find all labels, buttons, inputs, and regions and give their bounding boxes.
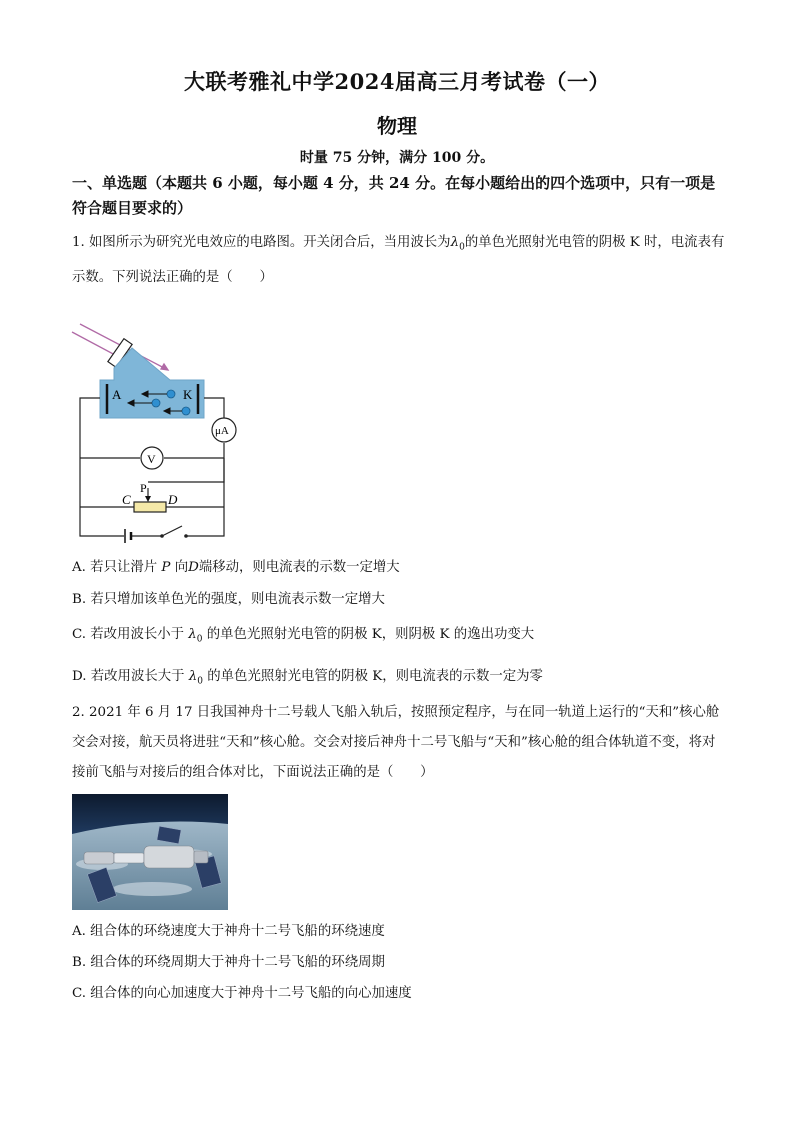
time-info: 时量 75 分钟，满分 100 分。: [299, 150, 495, 166]
q1-option-b: B. 若只增加该单色光的强度，则电流表示数一定增大: [72, 592, 385, 607]
lambda-symbol: $\lambda_0$: [450, 235, 465, 253]
slider-arrow: [145, 496, 151, 502]
question-1-stem: [72, 228, 727, 293]
label-microammeter: μA: [215, 425, 229, 437]
question-2-stem: 2. 2021 年 6 月 17 日我国神舟十二号载人飞船入轨后，按照预定程序，与在同一轨道上运行的“天和”核心舱交会对接，航天员将进驻“天和”核心舱。交会对接后神舟十二号飞船与“天和”核心舱的组合体轨道不变，将对接前飞船与对接后的组合体对比，下面说法正确的是（ ）: [72, 705, 720, 780]
label-anode: A: [112, 387, 122, 402]
q2-option-b: B. 组合体的环绕周期大于神舟十二号飞船的环绕周期: [72, 955, 385, 970]
rheostat: [134, 502, 166, 512]
label-cathode: K: [183, 387, 193, 402]
q1-option-c: C. 若改用波长小于 $\lambda_0$ 的单色光照射光电管的阴极 K，则阴极 K 的逸出功变大: [72, 627, 535, 645]
q2-option-a: A. 组合体的环绕速度大于神舟十二号飞船的环绕速度: [72, 924, 385, 939]
label-voltmeter: V: [147, 452, 156, 466]
switch-blade: [162, 526, 182, 536]
q1-stem-part-a: 1. 如图所示为研究光电效应的电路图。开关闭合后，当用波长为: [72, 235, 451, 250]
subject-title: 物理: [377, 114, 417, 138]
page-title: 大联考雅礼中学2024届高三月考试卷（一）: [184, 69, 610, 94]
q1-option-a: A. 若只让滑片 P 向D端移动，则电流表的示数一定增大: [72, 560, 400, 575]
q1-option-d: D. 若改用波长大于 $\lambda_0$ 的单色光照射光电管的阴极 K，则电流表的示数一定为零: [72, 669, 543, 687]
q1-stem-part-b: 的单色光照射光电管的阴极 K 时，电流表有示数。下列说法正确的是（ ）: [72, 235, 725, 285]
section-heading: 一、单选题（本题共 6 小题，每小题 4 分，共 24 分。在每小题给出的四个选项中，只有一项是符合题目要求的）: [72, 174, 716, 217]
label-d: D: [168, 492, 178, 507]
photoelectric-circuit-diagram: [68, 318, 248, 543]
q2-option-c: C. 组合体的向心加速度大于神舟十二号飞船的向心加速度: [72, 986, 412, 1001]
spacecraft-docking-photo: [72, 794, 228, 910]
label-c: C: [122, 492, 131, 507]
label-slider-p: P: [140, 481, 147, 495]
